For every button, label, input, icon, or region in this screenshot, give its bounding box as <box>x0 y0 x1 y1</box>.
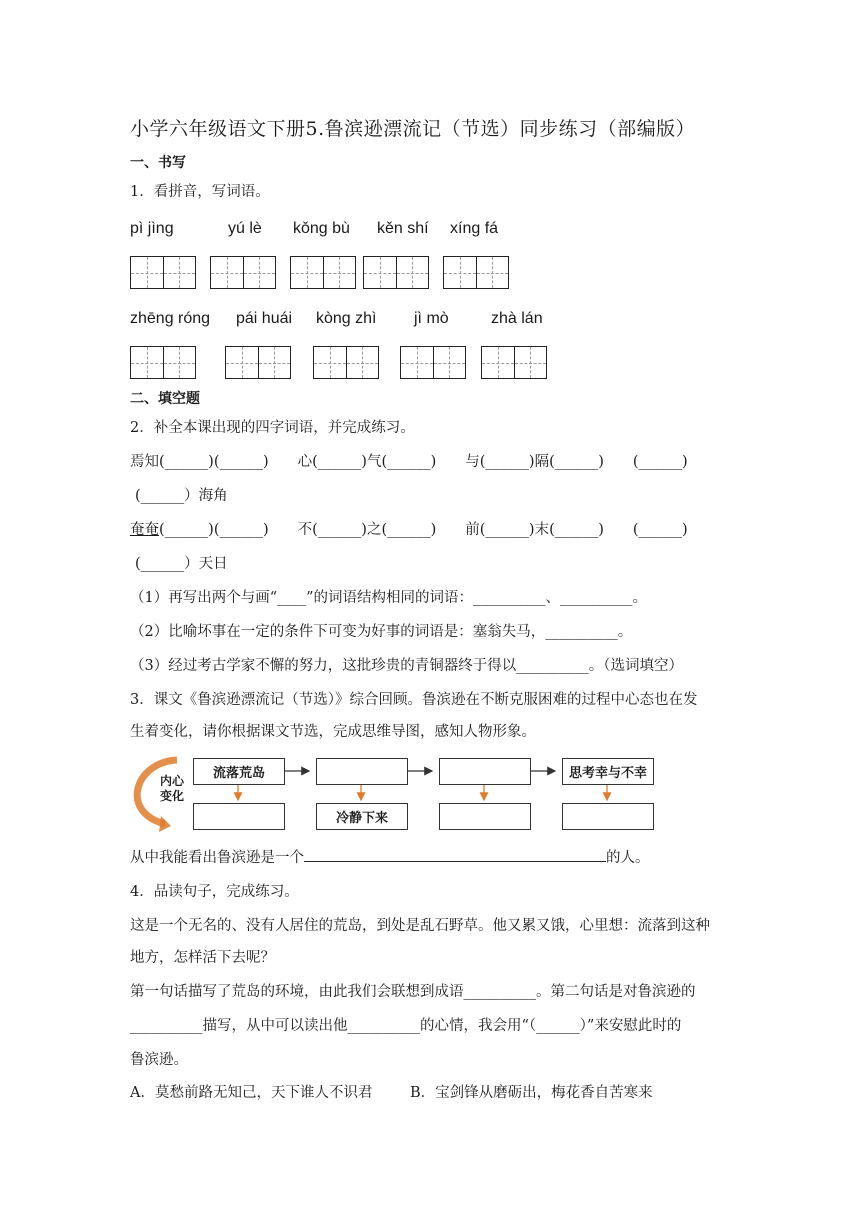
sub-question-2: （2）比喻坏事在一定的条件下可变为好事的词语是：塞翁失马，__________。 <box>130 624 633 640</box>
question-4-ask-1: 第一句话描写了荒岛的环境，由此我们会联想到成语__________。第二句话是对鲁滨逊的 <box>130 984 696 1000</box>
question-4-ask-2: __________描写，从中可以读出他__________的心情，我会用“（______）”来安慰此时的 <box>130 1018 682 1034</box>
mind-map-bottom-box-1[interactable] <box>193 803 285 830</box>
question-4-ask-3: 鲁滨逊。 <box>130 1052 188 1068</box>
mind-map-top-box-4: 思考幸与不幸 <box>562 758 654 785</box>
writing-grid-1[interactable] <box>130 256 196 289</box>
writing-grid-8[interactable] <box>313 346 379 379</box>
idiom-line-2: (______）海角 <box>135 488 228 504</box>
pinyin-5: xíng fá <box>450 220 499 237</box>
answer-blank[interactable] <box>304 861 606 862</box>
pinyin-2: yú lè <box>228 220 262 237</box>
answer-prefix: 从中我能看出鲁滨逊是一个 <box>130 850 304 866</box>
writing-grid-7[interactable] <box>225 346 291 379</box>
pinyin-1: pì jìng <box>130 220 174 237</box>
writing-grid-9[interactable] <box>400 346 466 379</box>
question-3-answer <box>130 846 650 867</box>
mind-map-top-box-3[interactable] <box>439 758 531 785</box>
mind-map-side-label-1: 内心 <box>160 774 185 788</box>
pinyin-9: jì mò <box>414 310 449 327</box>
idiom-line-3-rest: (______)(______) 不(______)之(______) 前(______)末(______) (______) <box>159 522 688 538</box>
pinyin-8: kòng zhì <box>316 310 377 327</box>
answer-suffix: 的人。 <box>606 850 650 866</box>
option-a[interactable]: A．莫愁前路无知己，天下谁人不识君 <box>130 1085 373 1101</box>
question-1: 1．看拼音，写词语。 <box>130 184 270 200</box>
writing-grid-6[interactable] <box>130 346 196 379</box>
mind-map-top-box-1: 流落荒岛 <box>193 758 285 785</box>
passage-line-1: 这是一个无名的、没有人居住的荒岛，到处是乱石野草。他又累又饿，心里想：流落到这种 <box>130 918 710 934</box>
option-b[interactable]: B．宝剑锋从磨砺出，梅花香自苦寒来 <box>410 1085 653 1101</box>
idiom-line-1: 焉知(______)(______) 心(______)气(______) 与(______)隔(______) (______) <box>130 454 688 470</box>
mind-map <box>125 752 685 836</box>
idiom-line-4: (______）天日 <box>135 556 228 572</box>
idiom-line-3 <box>130 518 688 539</box>
question-3-line-1: 3．课文《鲁滨逊漂流记（节选）》综合回顾。鲁滨逊在不断克服困难的过程中心态也在发 <box>130 692 698 708</box>
mind-map-top-box-2[interactable] <box>316 758 408 785</box>
section-heading-writing: 一、书写 <box>130 155 186 171</box>
mind-map-side-label-2: 变化 <box>160 789 185 803</box>
writing-grid-4[interactable] <box>363 256 429 289</box>
pinyin-3: kǒng bù <box>293 220 350 237</box>
question-4: 4．品读句子，完成练习。 <box>130 884 299 900</box>
question-2: 2．补全本课出现的四字词语，并完成练习。 <box>130 420 415 436</box>
pinyin-10: zhà lán <box>491 310 543 327</box>
sub-question-1: （1）再写出两个与画“____”的词语结构相同的词语：__________、__________。 <box>130 590 648 606</box>
sub-question-3: （3）经过考古学家不懈的努力，这批珍贵的青铜器终于得以__________。（选词填空） <box>130 658 683 674</box>
page-title: 小学六年级语文下册5.鲁滨逊漂流记（节选）同步练习（部编版） <box>130 118 696 140</box>
writing-grid-10[interactable] <box>481 346 547 379</box>
section-heading-fill: 二、填空题 <box>130 391 200 407</box>
writing-grid-2[interactable] <box>210 256 276 289</box>
writing-grid-5[interactable] <box>443 256 509 289</box>
pinyin-6: zhēng róng <box>130 310 211 327</box>
question-3-line-2: 生着变化，请你根据课文节选，完成思维导图，感知人物形象。 <box>130 724 536 740</box>
passage-line-2: 地方，怎样活下去呢？ <box>130 950 275 966</box>
underlined-word: 奄奄 <box>130 522 159 538</box>
mind-map-bottom-box-2: 冷静下来 <box>316 803 408 830</box>
mind-map-bottom-box-3[interactable] <box>439 803 531 830</box>
writing-grid-3[interactable] <box>290 256 356 289</box>
mind-map-bottom-box-4[interactable] <box>562 803 654 830</box>
pinyin-4: kěn shí <box>377 220 429 237</box>
pinyin-7: pái huái <box>236 310 293 327</box>
